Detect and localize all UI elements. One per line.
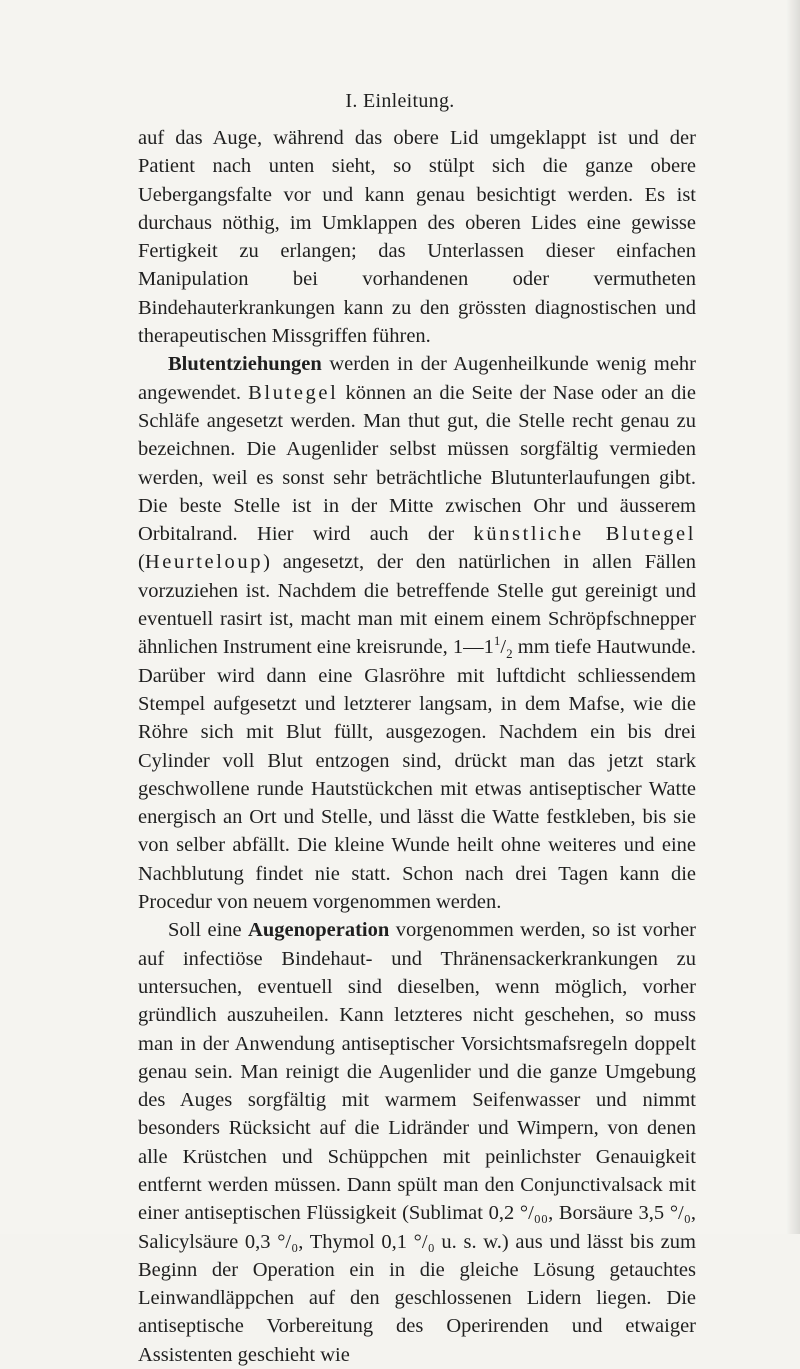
section-heading-augenoperation: Augenoperation <box>248 919 390 942</box>
text-span: , Thymol 0,1 <box>298 1230 414 1253</box>
paragraph-1: auf das Auge, während das obere Lid umgeklappt ist und der Patient nach unten sieht, so stülpt sich die ganze obere Uebergangsfalte vor und kann genau besichtigt werden. Es ist durchaus nöthig, im Umklappen des oberen Lides eine gewisse Fertigkeit zu erlangen; das Unterlassen dieser einfachen Manipulation bei vorhandenen oder vermutheten Bindehauterkrankungen kann zu den grössten diagnostischen und therapeutischen Missgriffen führen. <box>138 127 696 348</box>
fraction-numerator: 1 <box>493 633 501 649</box>
permille-sign: °/₀₀ <box>519 1202 549 1225</box>
text-span: , Borsäure 3,5 <box>548 1202 670 1225</box>
spaced-term-heurteloup: Heurteloup <box>144 551 264 574</box>
text-span: können an die Seite der Nase oder an die Schläfe angesetzt werden. Man thut gut, die Stelle recht genau zu bezeichnen. Die Augenlider selbst müssen sorgfältig vermieden werden, weil es sonst sehr beträchtliche Blutunterlaufungen gibt. Die beste Stelle ist in der Mitte zwischen Ohr und äusserem Orbitalrand. Hier wird auch der <box>138 381 696 546</box>
percent-sign: °/₀ <box>277 1230 299 1253</box>
fraction-denominator: 2 <box>506 646 513 662</box>
text-span: mm tiefe Hautwunde. Darüber wird dann eine Glasröhre mit luftdicht schliessendem Stempel aufgesetzt und letzterer langsam, in dem Mafse, wie die Röhre sich mit Blut füllt, ausgezogen. Nachdem ein bis drei Cylinder voll Blut entzogen sind, drückt man das jetzt stark geschwollene runde Hautstückchen mit etwas antiseptischer Watte energisch an Ort und Stelle, und lässt die Watte festkleben, bis sie von selber abfällt. Die kleine Wunde heilt ohne weiteres und eine Nachblutung findet nie statt. Schon nach drei Tagen kann die Procedur von neuem vorgenommen werden. <box>138 636 696 914</box>
section-heading-blutentziehungen: Blutentziehungen <box>168 353 322 376</box>
text-span: werden in der Augenheilkunde wenig mehr angewendet. <box>138 353 696 404</box>
text-span: Soll eine <box>168 919 249 942</box>
percent-sign: °/₀ <box>413 1230 435 1253</box>
text-span: , Salicylsäure 0,3 <box>138 1202 696 1253</box>
spaced-term-kuenstliche-blutegel: künstliche Blutegel <box>473 523 697 546</box>
paragraph-2: Blutentziehungen werden in der Augenheilkunde wenig mehr angewendet. Blutegel können an die Seite der Nase oder an die Schläfe angesetzt werden. Man thut gut, die Stelle recht genau zu bezeichnen. Die Augenlider selbst müssen sorgfältig vermieden werden, weil es sonst sehr beträchtliche Blutunterlaufungen gibt. Die beste Stelle ist in der Mitte zwischen Ohr und äusserem Orbitalrand. Hier wird auch der künstliche Blutegel (Heurteloup) angesetzt, der den natürlichen in allen Fällen vorzuziehen ist. Nachdem die betreffende Stelle gut gereinigt und eventuell rasirt ist, macht man mit einem einem Schröpfschnepper ähnlichen Instrument eine kreisrunde, $1—1^1/_2$ mm tiefe Hautwunde. Darüber wird dann eine Glasröhre mit luftdicht schliessendem Stempel aufgesetzt und letzterer langsam, in dem Mafse, wie die Röhre sich mit Blut füllt, ausgezogen. Nachdem ein bis drei Cylinder voll Blut entzogen sind, drückt man das jetzt stark geschwollene runde Hautstückchen mit etwas antiseptischer Watte energisch an Ort und Stelle, und lässt die Watte festkleben, bis sie von selber abfällt. Die kleine Wunde heilt ohne weiteres und eine Nachblutung findet nie statt. Schon nach drei Tagen kann die Procedur von neuem vorgenommen werden. <box>138 353 697 914</box>
text-span: ( <box>138 551 145 574</box>
text-span: u. s. w.) aus und lässt bis zum Beginn der Operation ein in die gleiche Lösung getauchtes Leinwandläppchen auf den geschlossenen Lidern liegen. Die antiseptische Vorbereitung des Operirenden und etwaiger Assistenten geschieht wie <box>138 1230 696 1366</box>
running-header: I. Einleitung. <box>345 90 455 112</box>
spaced-term-blutegel: Blutegel <box>248 381 339 404</box>
body-text <box>138 124 696 1369</box>
percent-sign: °/₀ <box>669 1202 691 1225</box>
text-span: ) angesetzt, der den natürlichen in allen Fällen vorzuziehen ist. Nachdem die betreffende Stelle gut gereinigt und eventuell rasirt ist, macht man mit einem einem Schröpfschnepper ähnlichen Instrument eine kreisrunde, 1—1 <box>138 551 696 659</box>
paragraph-3 <box>138 916 696 1369</box>
page-edge-shadow <box>786 0 800 1234</box>
text-span: vorgenommen werden, so ist vorher auf infectiöse Bindehaut- und Thränensackerkrankungen zu untersuchen, eventuell sind dieselben, wenn möglich, vorher gründlich auszuheilen. Kann letzteres nicht geschehen, so muss man in der Anwendung antiseptischer Vorsichtsmafsregeln doppelt genau sein. Man reinigt die Augenlider und die ganze Umgebung des Auges sorgfältig mit warmem Seifenwasser und nimmt besonders Rücksicht auf die Lidränder und Wimpern, von denen alle Krüstchen und Schüppchen mit peinlichster Genauigkeit entfernt werden müssen. Dann spült man den Conjunctivalsack mit einer antiseptischen Flüssigkeit (Sublimat 0,2 <box>138 919 696 1225</box>
